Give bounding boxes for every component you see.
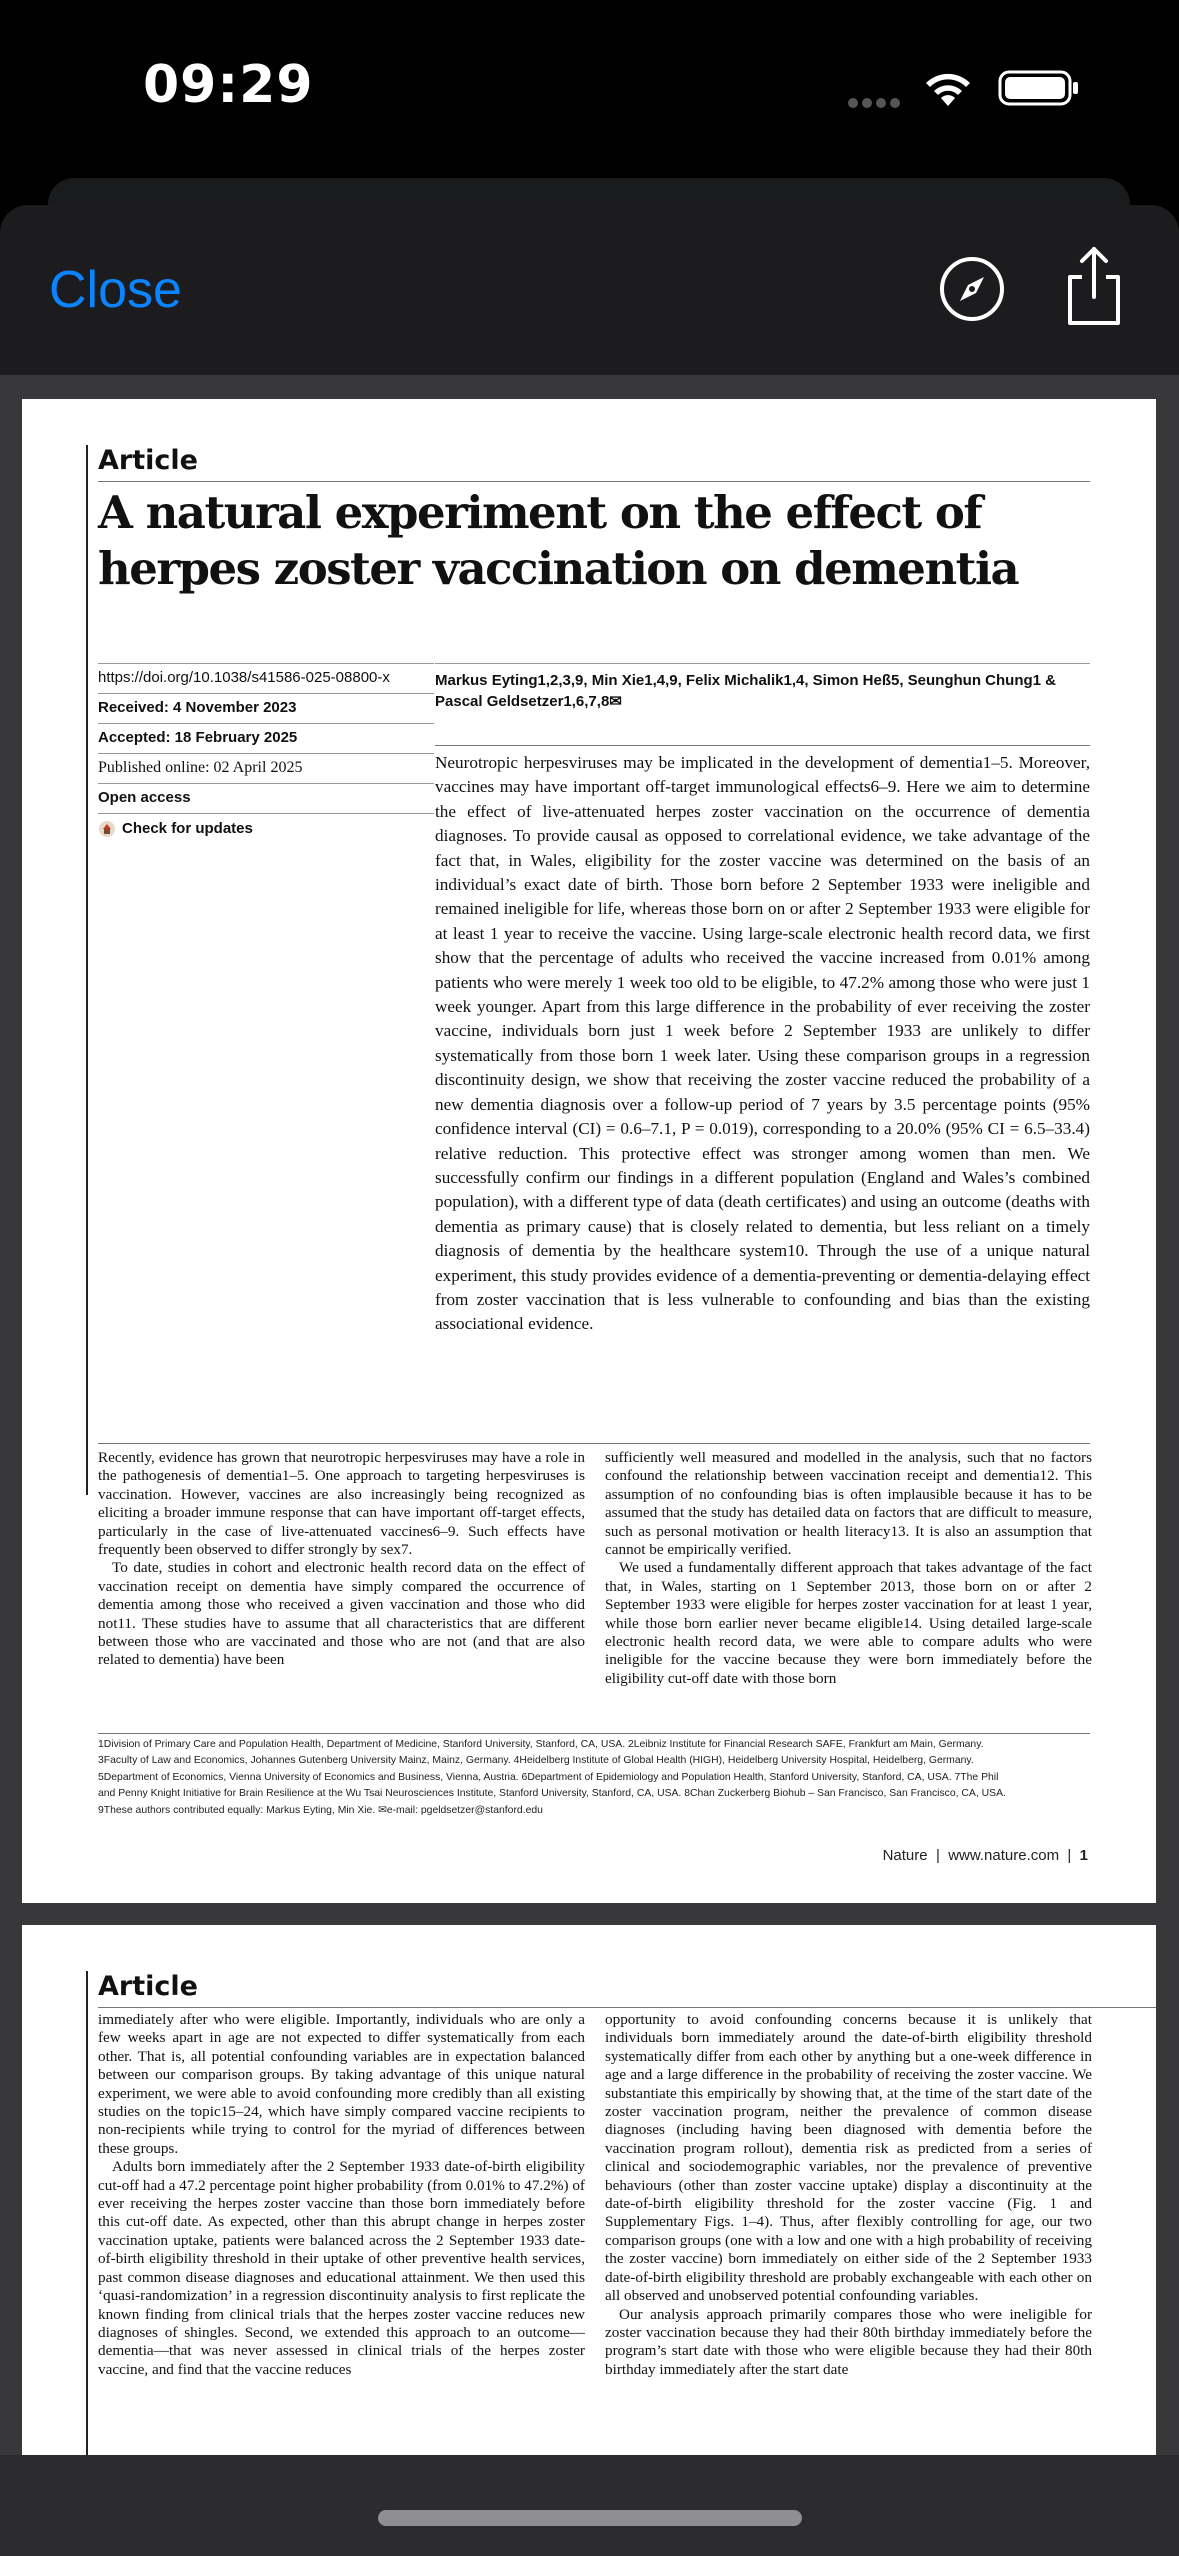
body-column-left xyxy=(98,1449,585,1670)
footnote-line: 9These authors contributed equally: Markus Eyting, Min Xie. ✉e-mail: pgeldsetzer@stanford.edu xyxy=(98,1804,543,1816)
footnote-line: 1Division of Primary Care and Population Health, Department of Medicine, Stanford University, Stanford, CA, USA. 2Leibniz Institute for Financial Research SAFE, Frankfurt am Main, Germany. xyxy=(98,1739,984,1750)
share-icon[interactable] xyxy=(1058,245,1130,329)
abstract-rule xyxy=(435,745,1090,746)
paragraph: We used a fundamentally different approach that takes advantage of the fact that, in Wales, starting on 1 September 2013, those born on or after 2 September 1933 were eligible for herpes zoster vaccination for at least 1 year, while those born earlier never became eligible14. Using detailed large-scale electronic health record data, we were able to compare adults who were ineligible for the vaccine because they were born immediately before the eligibility cut-off date with those born xyxy=(605,1559,1092,1687)
battery-icon xyxy=(998,68,1080,108)
footnote-line: 3Faculty of Law and Economics, Johannes Gutenberg University Mainz, Mainz, Germany. 4Heidelberg Institute of Global Health (HIGH), Heidelberg University Hospital, Heidelberg, Germany. xyxy=(98,1755,974,1767)
footnote-line: 5Department of Economics, Vienna University of Economics and Business, Vienna, Austria. 6Department of Epidemiology and Population Health, Stanford University, Stanford, CA, USA. 7The Phil xyxy=(98,1771,999,1783)
paper-title: A natural experiment on the effect of herpes zoster vaccination on dementia xyxy=(98,486,1019,595)
title-rule xyxy=(98,481,1090,482)
body-column-right xyxy=(605,2011,1092,2379)
status-time: 09:29 xyxy=(143,55,314,115)
cellular-signal-icon xyxy=(848,95,904,107)
article-label: Article xyxy=(98,1971,198,2002)
open-access-label: Open access xyxy=(98,783,434,813)
margin-rule xyxy=(86,1971,88,2455)
viewer-nav-bar xyxy=(0,205,1179,375)
wifi-icon xyxy=(922,66,974,110)
document-viewer[interactable] xyxy=(0,375,1179,2455)
paragraph: opportunity to avoid confounding concerns because it is unlikely that individuals born immediately around the date-of-birth eligibility threshold systematically differ from each other by anything but a one-week difference in age and a large difference in the probability of receiving the zoster vaccine. We substantiate this empirically by showing that, at the time of the start date of the zoster vaccination program, neither the prevalence of common disease diagnoses (including having been diagnosed with dementia before the vaccination program rollout), dementia risk as predicted from a series of clinical and sociodemographic variables, nor the prevalence of preventive behaviours (other than zoster vaccine uptake) display a discontinuity at the date-of-birth eligibility threshold for the zoster vaccine (Fig. 1 and Supplementary Figs. 1–4). Thus, after flexibly controlling for age, our two comparison groups (one with a low and one with a high probability of receiving the zoster vaccine) born immediately on either side of the 2 September 1933 date-of-birth eligibility threshold are probably exchangeable with each other on all observed and unobserved potential confounding variables. xyxy=(605,2011,1092,2305)
body-column-left xyxy=(98,2011,585,2379)
doi-link[interactable]: https://doi.org/10.1038/s41586-025-08800-x xyxy=(98,663,434,693)
header-rule xyxy=(98,2007,1156,2008)
journal-name: Nature xyxy=(882,1847,928,1864)
footnote-line: and Penny Knight Initiative for Brain Resilience at the Wu Tsai Neurosciences Institute, Stanford University, Stanford, CA, USA. 8Chan Zuckerberg Biohub – San Francisco, San Francisco, CA, USA. xyxy=(98,1788,1006,1800)
margin-rule xyxy=(86,445,88,1495)
page-number: 1 xyxy=(1079,1847,1088,1864)
article-label: Article xyxy=(98,445,198,476)
status-bar xyxy=(0,0,1179,170)
home-indicator[interactable] xyxy=(378,2510,802,2526)
paragraph: immediately after who were eligible. Importantly, individuals who are only a few weeks apart in age are not expected to differ systematically from each other. That is, all potential confounding variables are in expectation balanced between our comparison groups. By taking advantage of this unique natural experiment, we were able to avoid confounding more credibly than all existing studies on the topic15–24, which have simply compared vaccine recipients to non-recipients while trying to control for the myriad of differences between these groups. xyxy=(98,2011,585,2157)
page-footer: Nature | www.nature.com | 1 xyxy=(882,1847,1088,1864)
close-button[interactable]: Close xyxy=(49,261,182,319)
published-date: Published online: 02 April 2025 xyxy=(98,753,434,783)
check-updates-label: Check for updates xyxy=(122,819,253,837)
body-column-right xyxy=(605,1449,1092,1688)
abstract: Neurotropic herpesviruses may be implicated in the development of dementia1–5. Moreover, vaccines may have important off-target immunological effects6–9. Here we aim to determine the effect of live-attenuated herpes zoster vaccination on the occurrence of dementia diagnoses. To provide causal as opposed to correlational evidence, we take advantage of the fact that, in Wales, eligibility for the zoster vaccine was determined on the basis of an individual’s exact date of birth. Those born before 2 September 1933 were ineligible and remained ineligible for life, whereas those born on or after 2 September 1933 were eligible for at least 1 year to receive the vaccine. Using large-scale electronic health record data, we first show that the percentage of adults who received the vaccine increased from 0.01% among patients who were merely 1 week too old to be eligible, to 47.2% among those who were just 1 week younger. Apart from this large difference in the probability of ever receiving the zoster vaccine, individuals born just 1 week before 2 September 1933 are unlikely to differ systematically from those born 1 week later. Using these comparison groups in a regression discontinuity design, we show that receiving the zoster vaccine reduced the probability of a new dementia diagnosis over a follow-up period of 7 years by 3.5 percentage points (95% confidence interval (CI) = 0.6–7.1, P = 0.019), corresponding to a 20.0% (95% CI = 6.5–33.4) relative reduction. This protective effect was stronger among women than men. We successfully confirm our findings in a different population (England and Wales’s combined population), with a different type of data (death certificates) and using an outcome (deaths with dementia as primary cause) that is closely related to dementia, but less reliant on a timely diagnosis of dementia by the healthcare system10. Through the use of a unique natural experiment, this study provides evidence of a dementia-preventing or dementia-delaying effect from zoster vaccination that is less vulnerable to confounding and bias than the existing associational evidence. xyxy=(435,753,1090,1334)
paragraph: To date, studies in cohort and electronic health record data on the effect of vaccination receipt on dementia have simply compared the occurrence of dementia among those who received a given vaccination and those who did not11. These studies have to assume that all characteristics that are different between those who are vaccinated and those who are not (and that are also related to dementia) have been xyxy=(98,1559,585,1669)
check-updates-link[interactable] xyxy=(98,813,434,843)
paragraph: Our analysis approach primarily compares those who were ineligible for zoster vaccination because they had their 80th birthday immediately before the program’s start date with those who were eligible because they had their 80th birthday immediately after the start date xyxy=(605,2305,1092,2378)
paragraph: Recently, evidence has grown that neurotropic herpesviruses may have a role in the pathogenesis of dementia1–5. One approach to targeting herpesviruses is vaccination. However, vaccines are also increasingly being recognized as eliciting a broader immune response that can have important off-target effects, particularly in the case of live-attenuated vaccines6–9. Such effects have frequently been observed to differ strongly by sex7. xyxy=(98,1449,585,1559)
pdf-page-2 xyxy=(22,1925,1156,2455)
article-metadata xyxy=(98,663,434,843)
body-rule xyxy=(98,1443,1090,1444)
footnote-rule xyxy=(98,1733,1090,1734)
journal-site: www.nature.com xyxy=(948,1847,1060,1864)
pdf-page-1 xyxy=(22,399,1156,1903)
paragraph: Adults born immediately after the 2 September 1933 date-of-birth eligibility cut-off had a 47.2 percentage point higher probability (from 0.01% to 47.2%) of ever receiving the herpes zoster vaccine than those born immediately before this cut-off date. As expected, other than this abrupt change in herpes zoster vaccination uptake, patients were balanced across the 2 September 1933 date-of-birth eligibility threshold in their uptake of other preventive health services, past common disease diagnoses and educational attainment. We then used this ‘quasi-randomization’ in a regression discontinuity analysis to first replicate the known finding from clinical trials that the herpes zoster vaccine reduces new diagnoses of shingles. Second, we extended this approach to an outcome—dementia—that was never assessed in clinical trials of the herpes zoster vaccine, and find that the vaccine reduces xyxy=(98,2158,585,2378)
received-date: Received: 4 November 2023 xyxy=(98,693,434,723)
check-for-updates-icon xyxy=(98,820,116,838)
paragraph: sufficiently well measured and modelled in the analysis, such that no factors confound the relationship between vaccination receipt and dementia12. This assumption of no confounding bias is often implausible because it has to be assumed that the study has detailed data on factors that are difficult to measure, such as personal motivation or health literacy13. It is also an assumption that cannot be empirically verified. xyxy=(605,1449,1092,1559)
affiliations xyxy=(98,1737,1098,1819)
compass-icon[interactable] xyxy=(938,255,1006,323)
author-list: Markus Eyting1,2,3,9, Min Xie1,4,9, Felix Michalik1,4, Simon Heß5, Seunghun Chung1 & Pascal Geldsetzer1,6,7,8✉ xyxy=(435,663,1090,712)
bottom-toolbar xyxy=(0,2455,1179,2556)
accepted-date: Accepted: 18 February 2025 xyxy=(98,723,434,753)
